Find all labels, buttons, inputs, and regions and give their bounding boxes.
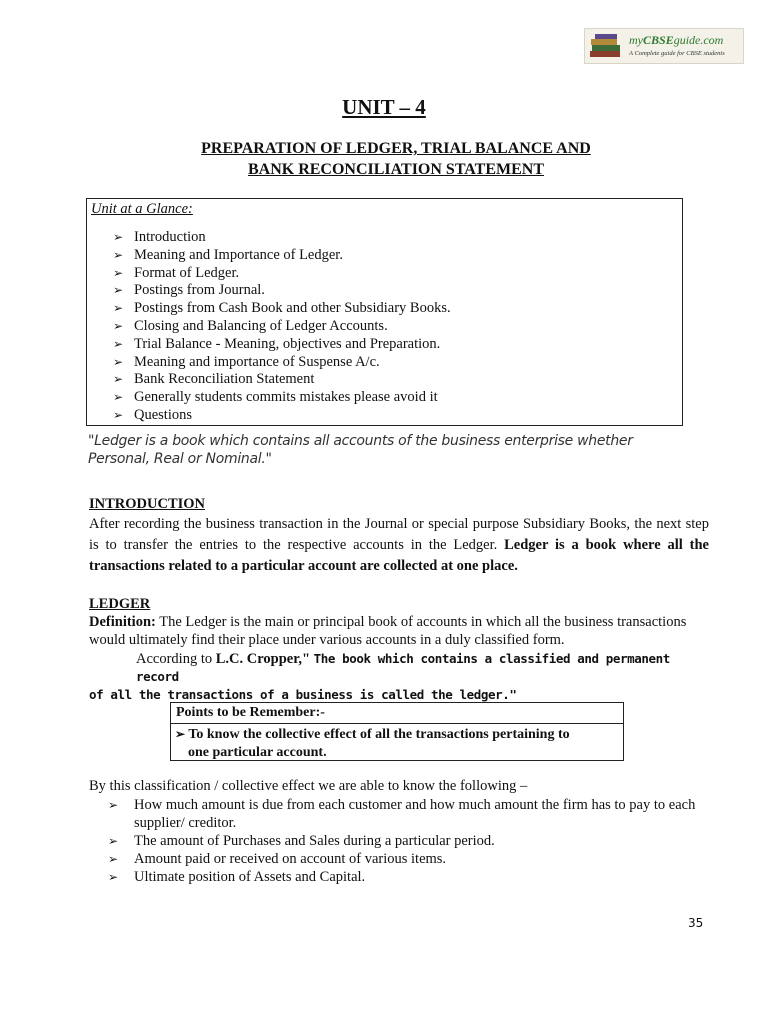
points-heading: Points to be Remember:- (171, 703, 623, 724)
arrowhead-bullet-icon: ➢ (113, 407, 124, 422)
arrowhead-bullet-icon: ➢ (113, 301, 124, 316)
arrowhead-bullet-icon: ➢ (108, 852, 119, 866)
arrowhead-bullet-icon: ➢ (113, 354, 124, 369)
mycbseguide-logo (584, 28, 744, 64)
introduction-paragraph: After recording the business transaction in the Journal or special purpose Subsidiary Books, the next step is to transfer the entries to the respective accounts in the Ledger. Ledger is a book where all the transactions related to a particular account are collected at one place. (89, 516, 709, 574)
list-item: ➢ The amount of Purchases and Sales during a particular period. (108, 833, 495, 849)
list-item: ➢ Format of Ledger. (113, 264, 240, 281)
list-item: ➢ Questions (113, 406, 192, 423)
ledger-quote: "Ledger is a book which contains all accounts of the business enterprise whether Personal, Real or Nominal." (88, 433, 633, 467)
list-item: ➢ Amount paid or received on account of various items. (108, 851, 447, 867)
list-item: ➢ Meaning and importance of Suspense A/c. (113, 353, 380, 370)
ledger-heading: LEDGER (89, 596, 151, 612)
arrowhead-bullet-icon: ➢ (113, 336, 124, 351)
books-stack-icon (589, 33, 625, 59)
points-to-remember-box (170, 702, 624, 761)
arrowhead-bullet-icon: ➢ (113, 372, 124, 387)
list-item: ➢ Postings from Cash Book and other Subsidiary Books. (113, 300, 451, 317)
list-item: ➢ How much amount is due from each customer and how much amount the firm has to pay to each supplier/ creditor. (108, 797, 696, 831)
main-title: PREPARATION OF LEDGER, TRIAL BALANCE AND BANK RECONCILIATION STATEMENT (201, 140, 591, 178)
arrowhead-bullet-icon: ➢ (113, 265, 124, 280)
introduction-heading: INTRODUCTION (89, 496, 206, 512)
arrowhead-bullet-icon: ➢ (113, 230, 124, 244)
arrowhead-bullet-icon: ➢ (113, 283, 124, 298)
arrowhead-bullet-icon: ➢ (108, 834, 119, 848)
list-item: ➢ Introduction (113, 229, 206, 245)
arrowhead-bullet-icon: ➢ (113, 247, 124, 262)
page-number: 35 (688, 916, 704, 930)
arrowhead-bullet-icon: ➢ (108, 870, 119, 884)
glance-list (113, 229, 451, 425)
arrowhead-bullet-icon: ➢ (108, 798, 119, 812)
list-item: ➢ Generally students commits mistakes please avoid it (113, 389, 438, 406)
classification-list (108, 796, 708, 886)
points-body: ➢ To know the collective effect of all the transactions pertaining to one particular account. (175, 727, 570, 760)
arrowhead-bullet-icon: ➢ (113, 318, 124, 333)
arrowhead-bullet-icon: ➢ (175, 727, 186, 741)
list-item: ➢ Bank Reconciliation Statement (113, 371, 315, 388)
unit-at-a-glance-box (86, 198, 683, 426)
classification-intro: By this classification / collective effect we are able to know the following – (89, 778, 528, 794)
logo-tagline: A Complete guide for CBSE students (629, 50, 725, 57)
cropper-quote: According to L.C. Cropper," The book which contains a classified and permanent record of all the transactions of a business is called the ledger." (89, 651, 670, 702)
list-item: ➢ Postings from Journal. (113, 282, 265, 299)
ledger-definition: Definition: The Ledger is the main or principal book of accounts in which all the business transactions would ultimately find their place under various accounts in a duly classified form. (89, 614, 687, 648)
list-item: ➢ Trial Balance - Meaning, objectives and Preparation. (113, 335, 441, 352)
list-item: ➢ Closing and Balancing of Ledger Accounts. (113, 317, 388, 334)
list-item: ➢ Meaning and Importance of Ledger. (113, 246, 343, 263)
arrowhead-bullet-icon: ➢ (113, 390, 124, 405)
list-item: ➢ Ultimate position of Assets and Capital. (108, 869, 366, 885)
glance-heading: Unit at a Glance: (91, 201, 193, 217)
logo-brand: myCBSEguide.com (629, 33, 724, 47)
unit-title: UNIT – 4 (342, 95, 426, 119)
